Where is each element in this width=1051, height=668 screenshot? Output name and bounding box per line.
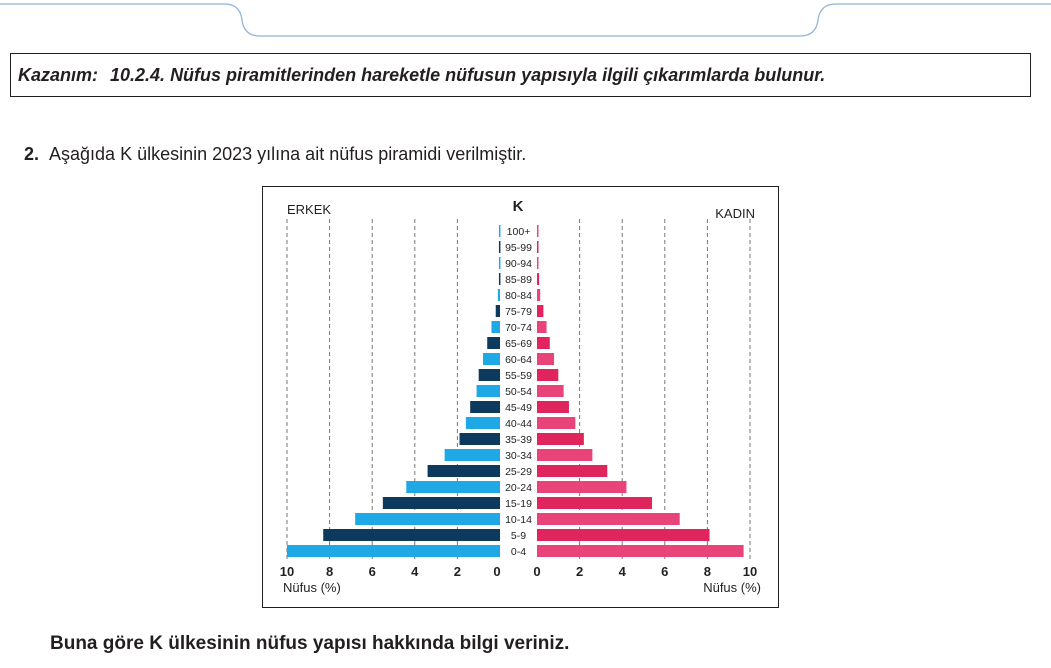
female-bar [537, 337, 550, 349]
x-axis-label-right: Nüfus (%) [703, 580, 761, 595]
male-bar [460, 433, 500, 445]
male-bar [383, 497, 500, 509]
male-bar [498, 289, 500, 301]
header-tab-decoration [0, 0, 1051, 40]
kazanim-label: Kazanım: [18, 64, 99, 85]
x-tick-left: 2 [453, 564, 462, 579]
male-bar [499, 241, 501, 253]
female-bar [537, 401, 569, 413]
female-bar [537, 289, 540, 301]
x-tick-right: 2 [575, 564, 584, 579]
male-bar [499, 225, 501, 237]
male-bar [406, 481, 500, 493]
male-bar [477, 385, 500, 397]
x-tick-left: 10 [279, 564, 295, 579]
female-bar [537, 353, 554, 365]
x-axis-label-left: Nüfus (%) [283, 580, 341, 595]
pyramid-chart-frame [262, 186, 779, 608]
male-bar [323, 529, 500, 541]
male-bar [499, 257, 501, 269]
age-group-label: 30-34 [505, 450, 532, 462]
female-bar [537, 321, 547, 333]
x-tick-right: 6 [661, 564, 669, 579]
chart-title: K [512, 198, 524, 215]
bottom-question: Buna göre K ülkesinin nüfus yapısı hakkında bilgi veriniz. [50, 633, 570, 654]
female-label: KADIN [715, 206, 755, 221]
female-bar [537, 529, 710, 541]
age-group-label: 50-54 [505, 386, 532, 398]
male-bar [496, 305, 500, 317]
age-group-label: 40-44 [505, 418, 532, 430]
age-group-label: 95-99 [505, 242, 532, 254]
age-group-label: 0-4 [510, 546, 527, 558]
female-bar [537, 257, 539, 269]
age-group-label: 100+ [506, 226, 531, 238]
x-tick-left: 6 [368, 564, 376, 579]
female-bar [537, 433, 584, 445]
population-pyramid [263, 187, 780, 609]
age-group-label: 85-89 [505, 274, 532, 286]
x-tick-right: 0 [533, 564, 541, 579]
age-group-label: 75-79 [505, 306, 532, 318]
x-tick-left: 4 [411, 564, 419, 579]
age-group-label: 20-24 [505, 482, 532, 494]
female-bar [537, 273, 539, 285]
male-bar [428, 465, 500, 477]
male-bar [483, 353, 500, 365]
male-bar [445, 449, 500, 461]
x-tick-right: 8 [703, 564, 712, 579]
kazanim-box [10, 53, 1031, 97]
female-bar [537, 545, 744, 557]
age-group-label: 60-64 [505, 354, 532, 366]
male-bar [355, 513, 500, 525]
female-bar [537, 305, 543, 317]
age-group-label: 35-39 [505, 434, 532, 446]
question-text: Aşağıda K ülkesinin 2023 yılına ait nüfus piramidi verilmiştir. [49, 144, 527, 164]
female-bar [537, 513, 680, 525]
age-group-label: 5-9 [510, 530, 527, 542]
age-group-label: 15-19 [505, 498, 532, 510]
kazanim-text: 10.2.4. Nüfus piramitlerinden hareketle nüfusun yapısıyla ilgili çıkarımlarda bulunur. [110, 64, 826, 85]
female-bar [537, 497, 652, 509]
female-bar [537, 369, 558, 381]
question-number: 2. [24, 144, 40, 164]
age-group-label: 45-49 [505, 402, 532, 414]
age-group-label: 70-74 [505, 322, 532, 334]
x-tick-left: 0 [493, 564, 501, 579]
male-bar [487, 337, 500, 349]
x-tick-right: 4 [618, 564, 626, 579]
age-group-label: 80-84 [505, 290, 532, 302]
male-bar [499, 273, 501, 285]
x-tick-right: 10 [742, 564, 758, 579]
age-group-label: 10-14 [505, 514, 532, 526]
male-bar [287, 545, 500, 557]
age-group-label: 55-59 [505, 370, 532, 382]
male-bar [470, 401, 500, 413]
female-bar [537, 385, 564, 397]
female-bar [537, 417, 575, 429]
age-group-label: 65-69 [505, 338, 532, 350]
female-bar [537, 241, 539, 253]
age-group-label: 25-29 [505, 466, 532, 478]
male-bar [491, 321, 500, 333]
age-group-label: 90-94 [505, 258, 532, 270]
female-bar [537, 225, 539, 237]
female-bar [537, 465, 607, 477]
x-tick-left: 8 [325, 564, 334, 579]
female-bar [537, 481, 626, 493]
male-bar [479, 369, 500, 381]
female-bar [537, 449, 592, 461]
male-label: ERKEK [287, 202, 332, 217]
male-bar [466, 417, 500, 429]
question-header [24, 144, 526, 165]
